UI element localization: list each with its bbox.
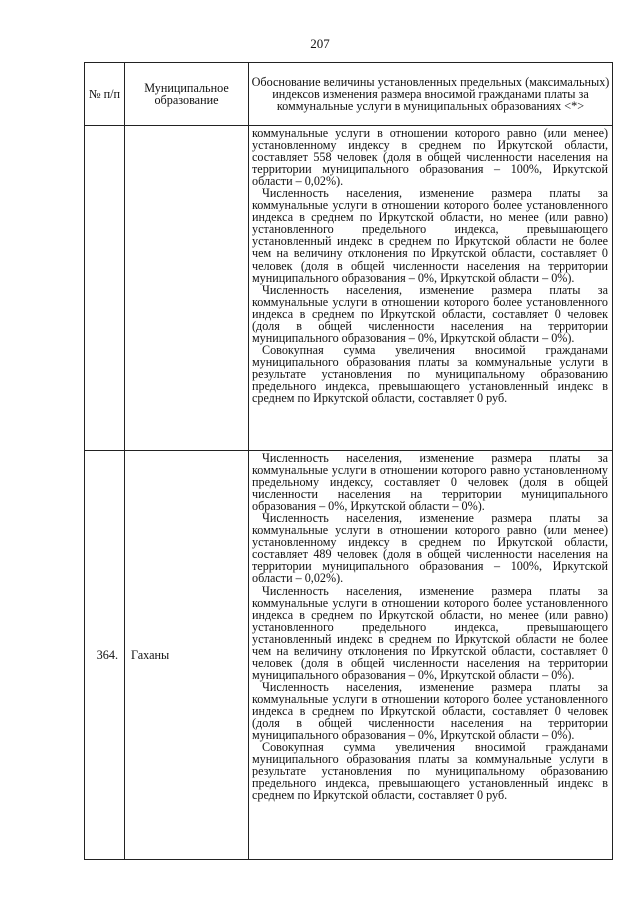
justification-paragraph: Численность населения, изменение размера платы за коммунальные услуги в отношении которого равно установленному предельному индексу, составляет 0 человек (доля в общей численности населения на территории муниципального образования – 0%, Иркутской области – 0%). bbox=[252, 451, 608, 514]
row-number-cell bbox=[85, 126, 125, 451]
municipality-cell bbox=[125, 126, 249, 451]
justification-paragraph: Численность населения, изменение размера платы за коммунальные услуги в отношении которого более установленного индекса в среднем по Иркутской области, составляет 0 человек (доля в общей численности населения на территории муниципального образования – 0%, Иркутской области – 0%). bbox=[252, 282, 608, 345]
justification-paragraph: Совокупная сумма увеличения вносимой гражданами муниципального образования платы за коммунальные услуги в результате установления по муниципальному образованию предельного индекса, превышающего установленный индекс в среднем по Иркутской области, составляет 0 руб. bbox=[252, 342, 608, 406]
header-num: № п/п bbox=[85, 63, 125, 126]
justification-paragraph: Совокупная сумма увеличения вносимой гражданами муниципального образования платы за коммунальные услуги в результате установления по муниципальному образованию предельного индекса, превышающего установленный индекс в среднем по Иркутской области, составляет 0 руб. bbox=[252, 740, 608, 803]
justification-paragraph: Численность населения, изменение размера платы за коммунальные услуги в отношении которого более установленного индекса в среднем по Иркутской области, но менее (или равно) установленного предельного индекса, превышающего установленный индекс в среднем по Иркутской области не более чем на величину отклонения по Иркутской области, составляет 0 человек (доля в общей численности населения на территории муниципального образования – 0%, Иркутской области – 0%). bbox=[252, 583, 608, 682]
justification-paragraph: Численность населения, изменение размера платы за коммунальные услуги в отношении которого равно (или менее) установленному индексу в среднем по Иркутской области, составляет 489 человек (доля в общей численности населения на территории муниципального образования – 100%, Иркутской области – 0,02%). bbox=[252, 511, 608, 586]
header-justification: Обоснование величины установленных предельных (максимальных) индексов изменения размера вносимой гражданами платы за коммунальные услуги в муниципальных образованиях <*> bbox=[249, 63, 613, 126]
justification-paragraph: коммунальные услуги в отношении которого равно (или менее) установленному индексу в среднем по Иркутской области, составляет 558 человек (доля в общей численности населения на территории муниципального образования – 100%, Иркутской области – 0,02%). bbox=[252, 126, 608, 189]
header-municipality: Муниципальное образование bbox=[125, 63, 249, 126]
table-row bbox=[85, 451, 613, 860]
justification-cell bbox=[249, 126, 613, 451]
justification-paragraph: Численность населения, изменение размера платы за коммунальные услуги в отношении которого более установленного индекса в среднем по Иркутской области, составляет 0 человек (доля в общей численности населения на территории муниципального образования – 0%, Иркутской области – 0%). bbox=[252, 679, 608, 743]
justification-table bbox=[84, 62, 613, 860]
table-header-row bbox=[85, 63, 613, 126]
justification-paragraph: Численность населения, изменение размера платы за коммунальные услуги в отношении которого более установленного индекса в среднем по Иркутской области, но менее (или равно) установленного предельного индекса, превышающего установленный индекс в среднем по Иркутской области не более чем на величину отклонения по Иркутской области, составляет 0 человек (доля в общей численности населения на территории муниципального образования – 0%, Иркутской области – 0%). bbox=[252, 186, 608, 285]
page-number: 207 bbox=[310, 36, 330, 51]
justification-cell bbox=[249, 451, 613, 860]
municipality-cell: Гаханы bbox=[125, 451, 249, 860]
table-row bbox=[85, 126, 613, 451]
row-number-cell: 364. bbox=[85, 451, 125, 860]
